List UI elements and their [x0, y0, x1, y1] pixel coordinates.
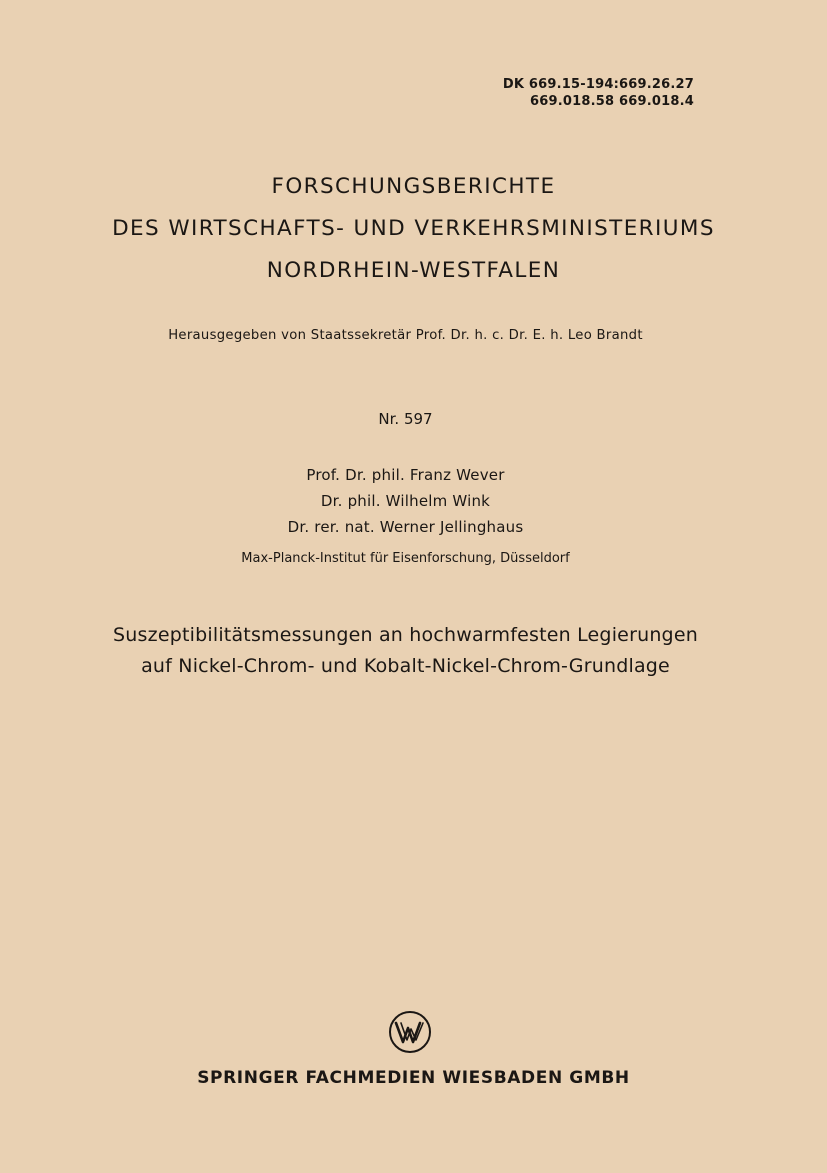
author-name: Dr. rer. nat. Werner Jellinghaus [287, 518, 524, 536]
report-title-line-2: auf Nickel-Chrom- und Kobalt-Nickel-Chrom-Grundlage [141, 655, 670, 677]
editor-note: Herausgegeben von Staatssekretär Prof. Dr. h. c. Dr. E. h. Leo Brandt [168, 328, 643, 343]
series-line-1: FORSCHUNGSBERICHTE [271, 174, 556, 199]
series-title [0, 166, 827, 292]
series-line-2: DES WIRTSCHAFTS- UND VERKEHRSMINISTERIUMS [112, 216, 715, 241]
institute-name: Max-Planck-Institut für Eisenforschung, Düsseldorf [241, 551, 570, 566]
report-title [0, 620, 811, 682]
author-list [0, 462, 811, 540]
dk-line-2: 669.018.58 669.018.4 [530, 94, 694, 109]
author-name: Prof. Dr. phil. Franz Wever [306, 466, 505, 484]
dk-classification [503, 76, 694, 110]
report-title-line-1: Suszeptibilitätsmessungen an hochwarmfesten Legierungen [113, 624, 698, 646]
series-line-3: NORDRHEIN-WESTFALEN [266, 258, 561, 283]
publisher-name: SPRINGER FACHMEDIEN WIESBADEN GMBH [197, 1068, 630, 1088]
author-name: Dr. phil. Wilhelm Wink [320, 492, 491, 510]
dk-line-1: DK 669.15-194:669.26.27 [502, 77, 694, 92]
publisher-emblem-icon [388, 1010, 432, 1054]
report-number: Nr. 597 [378, 410, 433, 428]
